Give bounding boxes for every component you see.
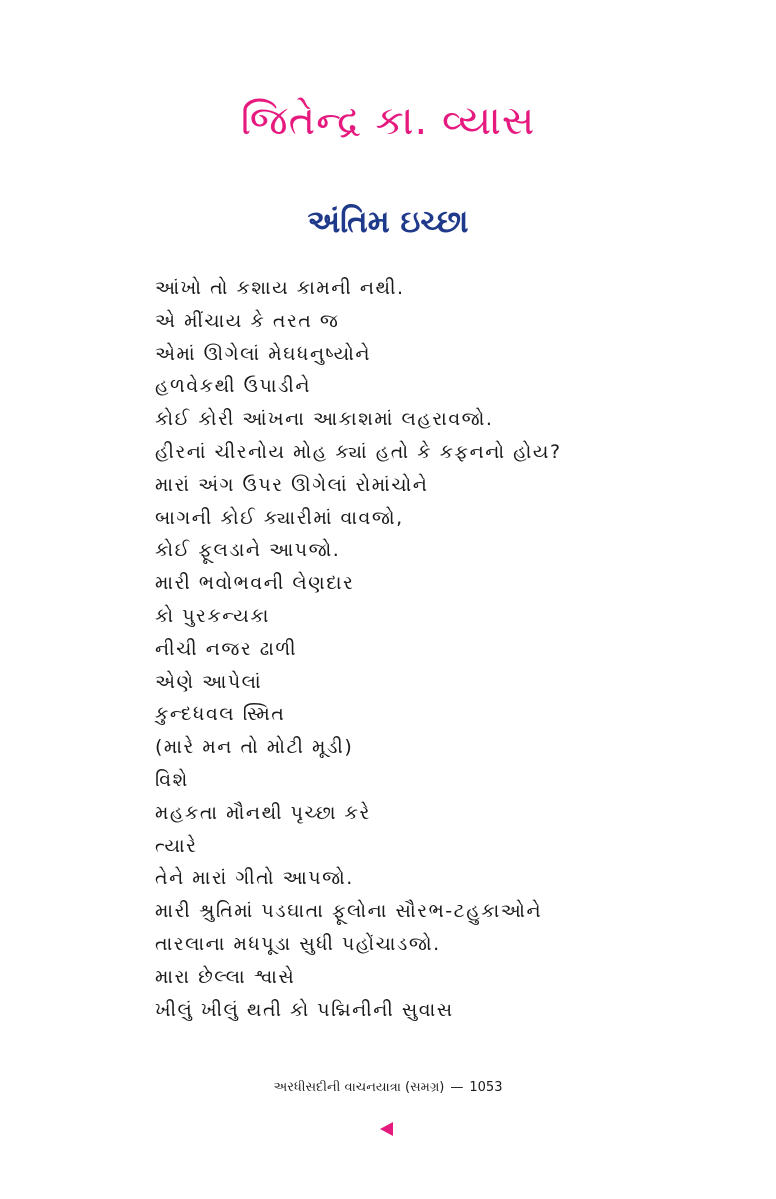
- triangle-left-icon[interactable]: [380, 1122, 393, 1136]
- poem-line: મારા છેલ્લા શ્વાસે: [155, 965, 296, 988]
- poem-line: તેને મારાં ગીતો આપજો.: [155, 867, 354, 890]
- footer-separator: —: [450, 1080, 464, 1095]
- poem-line: કો પુરકન્યકા: [155, 604, 270, 627]
- poem-line: એણે આપેલાં: [155, 670, 263, 693]
- author-name: જિતેન્દ્ર કા. વ્યાસ: [240, 98, 536, 144]
- poem-line: મારી શ્રુતિમાં પડઘાતા ફૂલોના સૌરભ-ટહુકાઓને: [155, 900, 543, 923]
- poem-line: મારાં અંગ ઉપર ઊગેલાં રોમાંચોને: [155, 473, 429, 496]
- poem-line: બાગની કોઈ ક્યારીમાં વાવજો,: [155, 506, 404, 529]
- page-footer: [0, 1080, 776, 1095]
- poem-line: નીચી નજર ઢાળી: [155, 637, 298, 660]
- poem-body: [155, 272, 715, 1026]
- poem-line: એ મીંચાય કે તરત જ: [155, 309, 340, 332]
- poem-line: તારલાના મધપૂડા સુધી પહોંચાડજો.: [155, 932, 441, 955]
- poem-line: કોઈ કોરી આંખના આકાશમાં લહરાવજો.: [155, 408, 494, 431]
- poem-line: આંખો તો કશાય કામની નથી.: [155, 277, 405, 299]
- poem-line: કુન્દધવલ સ્મિત: [155, 703, 286, 726]
- poem-title: અંતિમ ઇચ્છા: [307, 204, 469, 240]
- poem-line: હીરનાં ચીરનોય મોહ ક્યાં હતો કે કફનનો હોય?: [155, 440, 562, 463]
- book-title: અરધીસદીની વાચનયાત્રા (સમગ્ર): [273, 1080, 445, 1095]
- poem-line: ત્યારે: [155, 834, 198, 857]
- poem-line: મહકતા મૌનથી પૃચ્છા કરે: [155, 801, 371, 824]
- poem-line: વિશે: [155, 768, 189, 791]
- poem-line: (મારે મન તો મોટી મૂડી): [155, 736, 354, 759]
- poem-line: કોઈ ફૂલડાને આપજો.: [155, 539, 341, 562]
- poem-line: એમાં ઊગેલાં મેઘધનુષ્યોને: [155, 342, 372, 365]
- page-number: 1053: [469, 1080, 503, 1095]
- poem-line: ખીલું ખીલું થતી કો પદ્મિનીની સુવાસ: [155, 998, 454, 1021]
- poem-line: મારી ભવોભવની લેણદાર: [155, 572, 355, 595]
- poem-line: હળવેકથી ઉપાડીને: [155, 375, 311, 398]
